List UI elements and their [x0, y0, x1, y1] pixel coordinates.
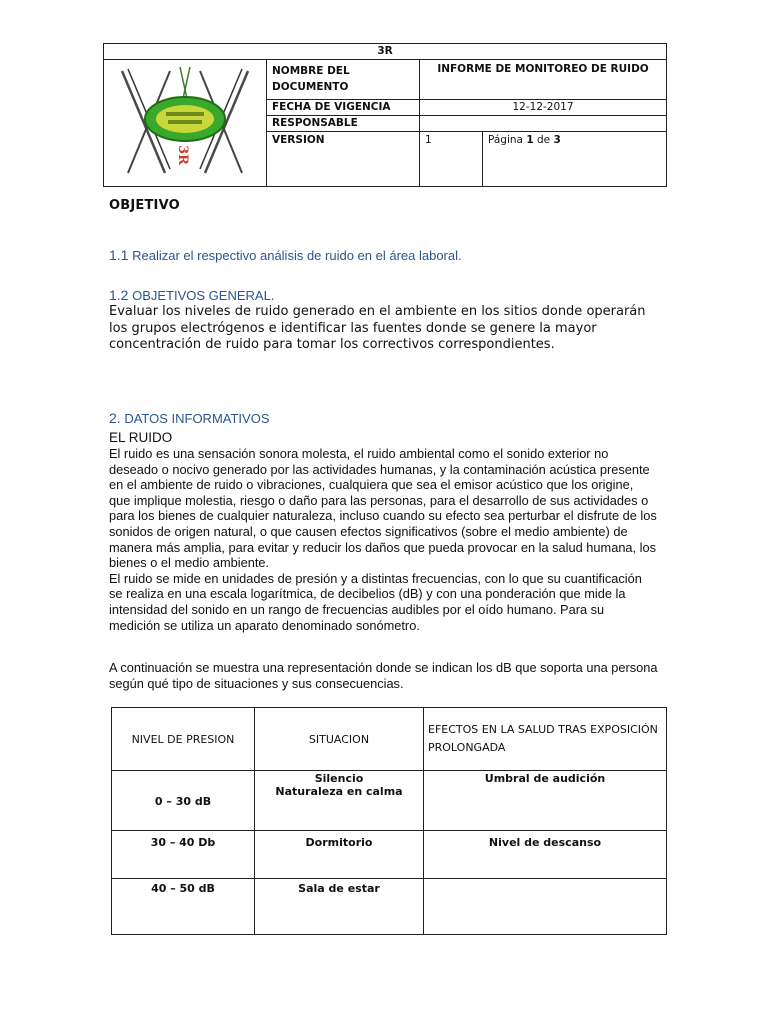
section-1-2-number: 1.2 [109, 287, 129, 303]
section-1-2-text: OBJETIVOS GENERAL. [132, 288, 275, 303]
label-version: VERSION [267, 132, 420, 187]
cell-situacion: Silencio Naturaleza en calma [255, 771, 424, 831]
section-2 [109, 410, 270, 426]
el-ruido-title: EL RUIDO [109, 430, 173, 445]
label-fecha-vigencia: FECHA DE VIGENCIA [267, 100, 420, 116]
table-row [112, 831, 667, 879]
label-responsable: RESPONSABLE [267, 116, 420, 132]
objetivo-heading: OBJETIVO [109, 198, 180, 213]
value-nombre-documento: INFORME DE MONITOREO DE RUIDO [420, 60, 667, 100]
cell-nivel: 30 – 40 Db [112, 831, 255, 879]
header-nivel-presion: NIVEL DE PRESION [112, 708, 255, 771]
intro-paragraph: A continuación se muestra una representación donde se indican los dB que soporta una persona según qué tipo de situaciones y sus consecuencias. [109, 660, 658, 691]
value-version: 1 [420, 132, 483, 187]
section-2-text: DATOS INFORMATIVOS [124, 411, 270, 426]
label-nombre-documento: NOMBRE DEL DOCUMENTO [267, 60, 420, 100]
cell-situacion: Dormitorio [255, 831, 424, 879]
section-1-1-number: 1.1 [109, 247, 129, 263]
section-1-2 [109, 287, 274, 303]
section-1-1-text: Realizar el respectivo análisis de ruido en el área laboral. [132, 248, 462, 263]
value-responsable [420, 116, 667, 132]
el-ruido-body [109, 446, 657, 633]
cell-efecto: Umbral de audición [424, 771, 667, 831]
objetivo-general-paragraph: Evaluar los niveles de ruido generado en el ambiente en los sitios donde operarán los grupos electrógenos e identificar las fuentes donde se genere la mayor concentración de ruido para tomar los correctivos correspondientes. [109, 304, 646, 352]
document-header-table [103, 43, 667, 187]
cell-efecto [424, 879, 667, 935]
company-logo [104, 60, 267, 187]
logo-graphic [110, 63, 260, 181]
svg-text:3R: 3R [175, 144, 190, 165]
cell-nivel: 40 – 50 dB [112, 879, 255, 935]
page-indicator: Página 1 de 3 [483, 132, 667, 187]
cell-efecto: Nivel de descanso [424, 831, 667, 879]
cell-situacion: Sala de estar [255, 879, 424, 935]
noise-levels-table [111, 707, 667, 935]
document-code: 3R [104, 44, 667, 60]
paragraph-1: El ruido es una sensación sonora molesta, el ruido ambiental como el sonido exterior no deseado o nocivo generado por las actividades humanas, y la contaminación acústica presente en el ambiente de ruido o vibraciones, cualquiera que sea el emisor acústico que los origine, que implique molestia, riesgo o daño para las personas, para el desarrollo de sus actividades o para los bienes de cualquier naturaleza, incluso cuando su efecto sea perturbar el disfrute de los sonidos de origen natural, o que causen efectos significativos (sobre el medio ambiente) de manera más amplia, para evitar y reducir los daños que pueda provocar en la salud humana, los bienes o el medio ambiente. [109, 446, 657, 571]
value-fecha-vigencia: 12-12-2017 [420, 100, 667, 116]
table-row [112, 879, 667, 935]
paragraph-2: El ruido se mide en unidades de presión y a distintas frecuencias, con lo que su cuantificación se realiza en una escala logarítmica, de decibelios (dB) y con una ponderación que mide la intensidad del sonido en un rango de frecuencias audibles por el oído humano. Para su medición se utiliza un aparato denominado sonómetro. [109, 570, 642, 633]
header-situacion: SITUACION [255, 708, 424, 771]
cell-nivel: 0 – 30 dB [112, 771, 255, 831]
table-row [112, 771, 667, 831]
section-2-number: 2. [109, 410, 121, 426]
section-1-1 [109, 247, 462, 263]
header-efectos: EFECTOS EN LA SALUD TRAS EXPOSICIÓN PROLONGADA [424, 708, 667, 771]
